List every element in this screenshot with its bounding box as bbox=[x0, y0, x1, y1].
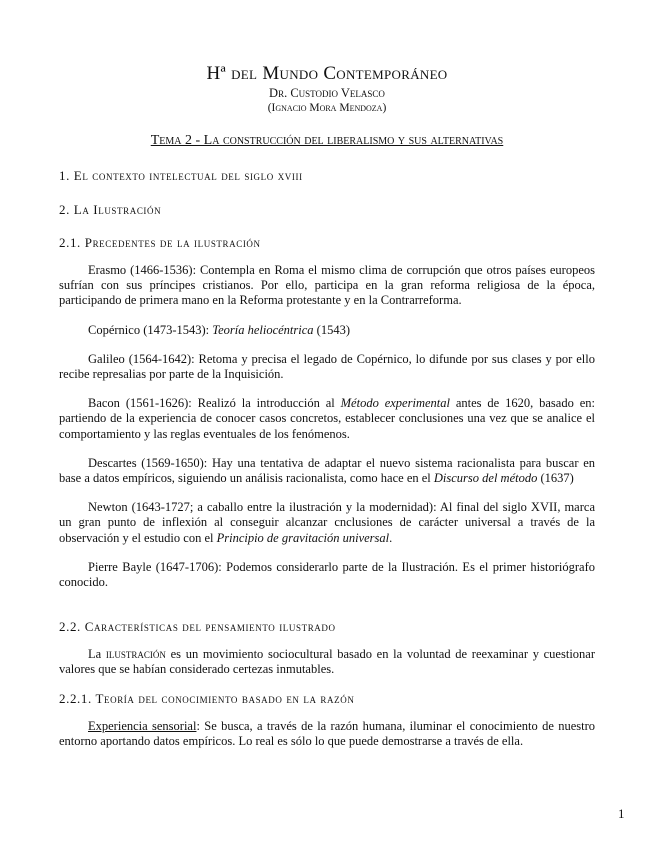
defined-term: ilustración bbox=[105, 647, 166, 662]
paragraph-bacon-lead: Bacon (1561-1626): Realizó la introducción al bbox=[88, 396, 341, 411]
paragraph-newton-tail: . bbox=[389, 530, 393, 545]
paragraph-experiencia-tail: : Se busca, a través de la razón humana, iluminar el conocimiento de nuestro entorno aportando datos empíricos. Lo real es sólo lo que puede demostrarse a través de ella. bbox=[59, 718, 595, 748]
paragraph-experiencia bbox=[59, 719, 595, 749]
work-title: Discurso del método bbox=[433, 471, 538, 486]
paragraph-bacon bbox=[59, 396, 595, 442]
section-heading-2: 2. La Ilustración bbox=[59, 202, 162, 217]
work-title: Principio de gravitación universal bbox=[216, 530, 390, 545]
paragraph-copernico-lead: Copérnico (1473-1543): bbox=[88, 322, 213, 337]
paragraph-bayle: Pierre Bayle (1647-1706): Podemos considerarlo parte de la Ilustración. Es el primer historiógrafo conocido. bbox=[59, 559, 595, 590]
coauthor-name: (Ignacio Mora Mendoza) bbox=[267, 102, 387, 114]
section-heading-2-2: 2.2. Características del pensamiento ilustrado bbox=[59, 619, 336, 635]
document-page bbox=[59, 62, 595, 749]
work-title: Teoría heliocéntrica bbox=[212, 322, 314, 337]
paragraph-descartes-lead: Descartes (1569-1650): Hay una tentativa de adaptar el nuevo sistema racionalista para buscar en base a datos empíricos, siguiendo un análisis racionalista, como hace en el bbox=[59, 455, 595, 486]
paragraph-erasmo: Erasmo (1466-1536): Contempla en Roma el mismo clima de corrupción que otros países europeos sufrían con sus príncipes cristianos. Por ello, participa en la gran reforma religiosa de la época, participando de primera mano en la Reforma protestante y en la Contrarreforma. bbox=[59, 263, 595, 308]
paragraph-ilustracion-lead: La bbox=[88, 647, 106, 662]
paragraph-copernico-tail: (1543) bbox=[313, 322, 350, 337]
work-title: Método experimental bbox=[340, 396, 450, 411]
section-heading-2-1: 2.1. Precedentes de la ilustración bbox=[59, 235, 261, 250]
topic-title: Tema 2 - La construcción del liberalismo y sus alternativas bbox=[150, 133, 504, 148]
paragraph-newton bbox=[59, 500, 595, 546]
paragraph-bacon-tail: antes de 1620, basado en: partiendo de la experiencia de conocer casos concretos, establecer conclusiones una vez que se analice el comportamiento y las reglas eventuales de los fenómenos. bbox=[59, 396, 596, 441]
document-title: Hª del Mundo Contemporáneo bbox=[206, 63, 448, 84]
section-heading-2-2-1: 2.2.1. Teoría del conocimiento basado en la razón bbox=[59, 690, 355, 706]
defined-term: Experiencia sensorial bbox=[88, 718, 197, 733]
author-name: Dr. Custodio Velasco bbox=[269, 86, 385, 100]
paragraph-newton-lead: Newton (1643-1727; a caballo entre la ilustración y la modernidad): Al final del siglo XVII, marca un gran punto de inflexión al conseguir alcanzar cnclusiones de carácter universal a través de la observación y el estudio con el bbox=[59, 500, 595, 545]
paragraph-descartes bbox=[59, 456, 595, 486]
paragraph-ilustracion bbox=[59, 647, 595, 677]
section-heading-1: 1. El contexto intelectual del siglo xviii bbox=[59, 168, 303, 183]
paragraph-ilustracion-tail: es un movimiento sociocultural basado en la voluntad de reexaminar y cuestionar valores que se habían considerado certezas inmutables. bbox=[59, 647, 596, 677]
paragraph-copernico bbox=[59, 323, 595, 338]
page-number: 1 bbox=[618, 806, 625, 821]
paragraph-galileo: Galileo (1564-1642): Retoma y precisa el legado de Copérnico, lo difunde por sus clases y por ello recibe represalias por parte de la Inquisición. bbox=[59, 351, 595, 382]
paragraph-descartes-tail: (1637) bbox=[537, 471, 574, 486]
